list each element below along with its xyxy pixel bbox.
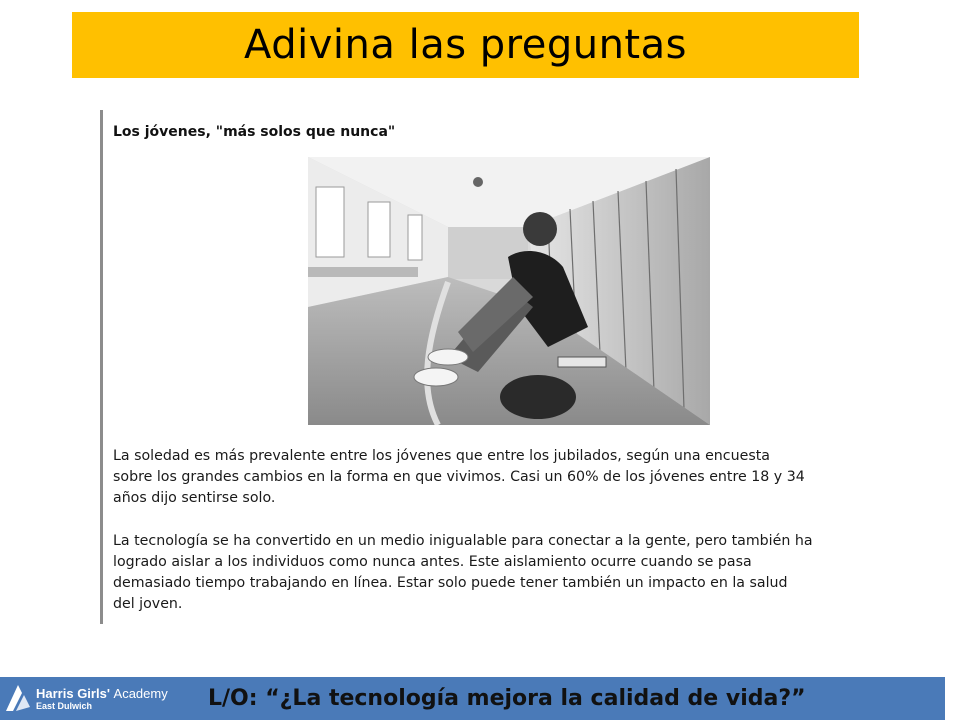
slide-title: Adivina las preguntas xyxy=(244,22,687,68)
harris-academy-logo-icon xyxy=(3,681,33,717)
article-paragraph: La tecnología se ha convertido en un medio inigualable para conectar a la gente, pero también ha logrado aislar a los individuos como nunca antes. Este aislamiento ocurre cuando se pasa demasiado tiempo trabajando en línea. Estar solo puede tener también un impacto en la salud del joven. xyxy=(113,533,813,612)
title-banner xyxy=(72,12,859,78)
article-heading: Los jóvenes, "más solos que nunca" xyxy=(113,124,396,140)
article-photo xyxy=(308,157,710,425)
logo-name-bold: Harris Girls' xyxy=(36,685,110,701)
article-left-rule xyxy=(100,110,103,624)
learning-objective-text: L/O: “¿La tecnología mejora la calidad de vida?” xyxy=(208,686,806,711)
logo-subtitle: East Dulwich xyxy=(36,700,93,711)
teen-in-hallway-photo-icon xyxy=(308,157,710,425)
logo-name-light: Academy xyxy=(113,685,168,701)
article-paragraph: La soledad es más prevalente entre los jóvenes que entre los jubilados, según una encuesta sobre los grandes cambios en la forma en que vivimos. Casi un 60% de los jóvenes entre 18 y 34 años dijo sentirse solo. xyxy=(113,448,805,506)
academy-logo xyxy=(0,677,195,720)
learning-objective xyxy=(199,677,945,720)
